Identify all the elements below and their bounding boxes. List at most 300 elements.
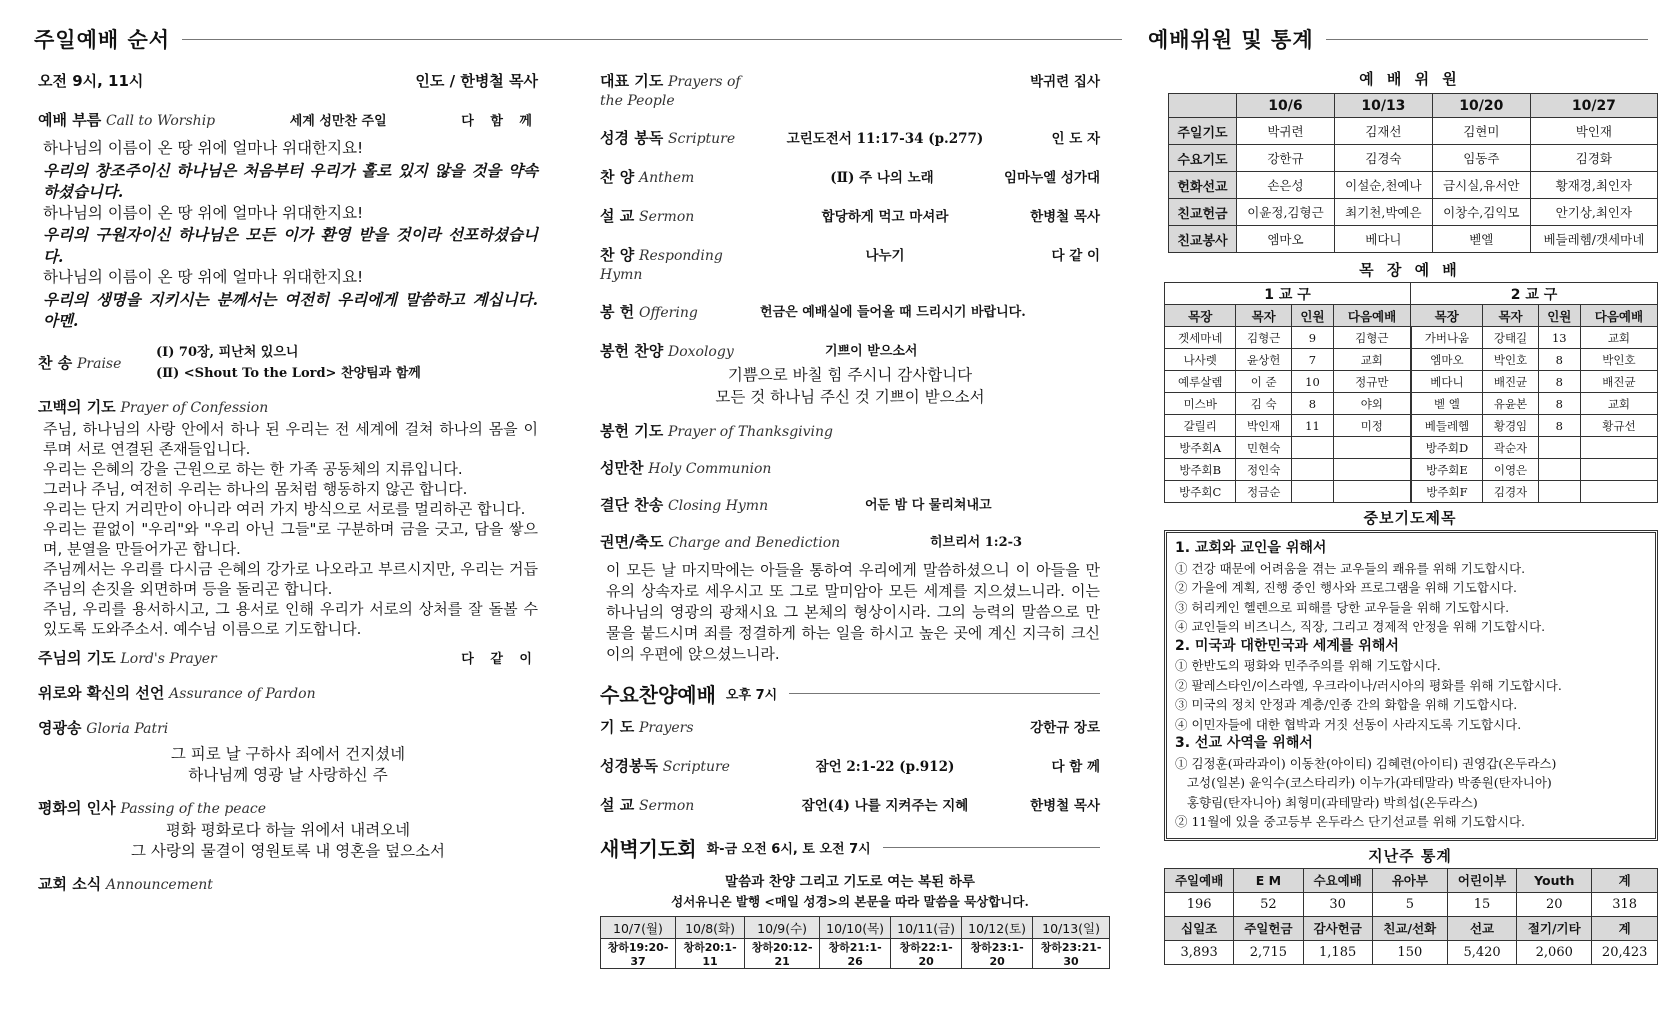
stats-title: 지난주 통계 [1368, 846, 1452, 865]
leader-line: 하나님의 이름이 온 땅 위에 얼마나 위대한지요! [43, 203, 364, 222]
lords-who: 다 같 이 [461, 651, 538, 667]
call-ko: 예배 부름 [38, 111, 102, 129]
thanks-en: Prayer of Thanksgiving [667, 424, 834, 440]
order-item-ko: 대표 기도 [600, 72, 664, 90]
staff-row [1169, 199, 1658, 226]
dawn-l1: 말씀과 찬양 그리고 기도로 여는 복된 하루 [725, 874, 975, 890]
thanks-ko: 봉헌 기도 [600, 422, 664, 440]
doxology-ko: 봉헌 찬양 [600, 342, 664, 360]
order-item-label [600, 70, 760, 109]
order-item-label [600, 205, 760, 226]
cell-value: 베들레헴 [1411, 415, 1483, 437]
order-item-en: Sermon [638, 209, 695, 225]
order-item-who: 다 같 이 [1051, 248, 1100, 264]
cell-value: 8 [1538, 415, 1580, 437]
leader-line: 하나님의 이름이 온 땅 위에 얼마나 위대한지요! [43, 139, 364, 157]
cell-row [1165, 415, 1658, 437]
staff-cell: 김현미 [1432, 118, 1530, 145]
cell-row [1165, 481, 1658, 503]
cell-value: 박인호 [1483, 349, 1538, 371]
staff-header [1148, 24, 1648, 54]
cell-value: 방주회C [1165, 481, 1236, 503]
confession-line: 주님께서는 우리를 다시금 은혜의 강가로 나오라고 부르시지만, 우리는 거듭 주님의 손짓을 외면하며 등을 돌리곤 합니다. [43, 559, 538, 598]
staff-date: 10/6 [1237, 94, 1335, 118]
lords-ko: 주님의 기도 [38, 648, 116, 667]
prayer-section-head: 1. 교회와 교인을 위해서 [1175, 540, 1327, 556]
confession-line: 우리는 은혜의 강을 근원으로 하는 한 가족 공동체의 지류입니다. [43, 459, 463, 478]
charge-mid: 히브리서 1:2-3 [930, 535, 1023, 550]
cell-value: 8 [1291, 393, 1333, 415]
gloria-ko: 영광송 [38, 718, 82, 737]
cell-value: 미정 [1334, 415, 1411, 437]
cell-value: 엠마오 [1411, 349, 1483, 371]
order-item-en: Anthem [638, 170, 695, 186]
dawn-text: 창하19:20-37 [601, 939, 676, 969]
stats-value: 30 [1303, 892, 1372, 916]
stats-head: 주일예배 [1165, 868, 1234, 892]
cell-col-head: 다음예배 [1580, 305, 1657, 327]
staff-cell: 김경숙 [1334, 145, 1432, 172]
cell-value: 13 [1538, 327, 1580, 349]
stats-value: 5,420 [1447, 940, 1516, 964]
pardon [38, 682, 538, 703]
prayer-section-head: 2. 미국과 대한민국과 세계를 위해서 [1175, 637, 1399, 654]
left-column [38, 62, 538, 894]
peace-l2: 그 사랑의 물결이 영원토록 내 영혼을 덮으소서 [130, 842, 446, 860]
right-column [1160, 68, 1660, 965]
prayer-line: ③ 미국의 정치 안정과 계층/인종 간의 화합을 위해 기도합시다. [1175, 697, 1518, 712]
dawn-table [600, 916, 1110, 969]
cell-value [1580, 481, 1657, 503]
staff-cell: 베다니 [1334, 226, 1432, 253]
cell-value [1291, 481, 1333, 503]
order-item [600, 205, 1100, 226]
stats-head: 수요예배 [1303, 868, 1372, 892]
cell-value: 8 [1538, 349, 1580, 371]
stats-head-row [1165, 916, 1658, 940]
cell-col-head: 목장 [1411, 305, 1483, 327]
middle-column [600, 62, 1100, 969]
charge-ko: 권면/축도 [600, 533, 664, 551]
dawn-day: 10/7(월) [601, 917, 676, 939]
closing-ko: 결단 찬송 [600, 496, 664, 514]
cell-value: 갈릴리 [1165, 415, 1236, 437]
cell-value: 방주회B [1165, 459, 1236, 481]
dawn-text: 창하21:1-26 [820, 939, 891, 969]
staff-cell: 김경화 [1530, 145, 1657, 172]
staff-cell: 이윤정,김형근 [1237, 199, 1335, 226]
staff-cell: 이창수,김익모 [1432, 199, 1530, 226]
order-item-en: Scripture [667, 131, 736, 147]
stats-table [1164, 868, 1658, 965]
call-who: 다 함 께 [461, 114, 538, 129]
order-item-en: Prayers [638, 720, 694, 736]
prayer-line: ② 팔레스타인/이스라엘, 우크라이나/러시아의 평화를 위해 기도합시다. [1175, 677, 1562, 693]
call-to-worship [38, 109, 538, 130]
cell-value: 7 [1291, 349, 1333, 371]
thanksgiving [600, 420, 1100, 441]
confession-ko: 고백의 기도 [38, 397, 116, 416]
cell-row [1165, 393, 1658, 415]
news-ko: 교회 소식 [38, 874, 102, 893]
order-item-label [600, 716, 760, 737]
order-item-ko: 찬 양 [600, 246, 635, 264]
staff-head-row [1169, 94, 1658, 118]
call-text [38, 138, 538, 332]
cell-row [1165, 371, 1658, 393]
cell-col-head: 인원 [1538, 305, 1580, 327]
stats-value: 196 [1165, 892, 1234, 916]
stats-value: 5 [1372, 892, 1447, 916]
cell-value [1291, 459, 1333, 481]
cell-value: 방주회E [1411, 459, 1483, 481]
dawn-day: 10/12(토) [962, 917, 1033, 939]
cell-col-head: 목장 [1165, 305, 1236, 327]
confession-line: 주님, 우리를 용서하시고, 그 용서로 인해 우리가 서로의 상처를 잘 돌볼 수 있도록 도와주소서. 예수님 이름으로 기도합니다. [43, 599, 538, 638]
order-item-ko: 설 교 [600, 207, 635, 225]
stats-head: 주일헌금 [1234, 916, 1303, 940]
order-item-who: 임마누엘 성가대 [1004, 170, 1100, 186]
lords-prayer [38, 647, 538, 668]
dawn-day: 10/9(수) [745, 917, 820, 939]
order-item [600, 244, 1100, 283]
staff-date: 10/20 [1432, 94, 1530, 118]
cell-value: 방주회D [1411, 437, 1483, 459]
confession-en: Prayer of Confession [120, 399, 269, 416]
service-time: 오전 9시, 11시 [38, 72, 144, 90]
peace-ko: 평화의 인사 [38, 798, 116, 817]
order-item-who: 강한규 장로 [1030, 720, 1100, 736]
prayer-box [1164, 530, 1658, 841]
offering-en: Offering [638, 305, 698, 321]
cell-value [1580, 437, 1657, 459]
order-item-en: Responding Hymn [600, 248, 723, 283]
stats-head: 선교 [1447, 916, 1516, 940]
cell-value: 강태길 [1483, 327, 1538, 349]
staff-cell: 베들레헴/갯세마네 [1530, 226, 1657, 253]
peace [38, 797, 538, 818]
cell-value: 황규선 [1580, 415, 1657, 437]
cell-value: 방주회F [1411, 481, 1483, 503]
prayer-title: 중보기도제목 [1363, 509, 1457, 527]
cell-value: 야외 [1334, 393, 1411, 415]
response-line: 우리의 생명을 지키시는 분께서는 여전히 우리에게 말씀하고 계십니다. 아멘. [43, 289, 538, 330]
dawn-text: 창하23:21-30 [1033, 939, 1110, 969]
cell-value: 김경자 [1483, 481, 1538, 503]
cell-group-row [1165, 283, 1658, 305]
praise-en: Praise [76, 355, 122, 372]
cell-col-head: 목자 [1236, 305, 1291, 327]
cell-value: 박인재 [1236, 415, 1291, 437]
order-item-who: 인 도 자 [1051, 131, 1100, 147]
cell-row [1165, 327, 1658, 349]
stats-head: 어린이부 [1447, 868, 1516, 892]
stats-value-row [1165, 892, 1658, 916]
staff-cell: 황재경,최인자 [1530, 172, 1657, 199]
order-item-who: 한병철 목사 [1030, 209, 1100, 225]
staff-row [1169, 226, 1658, 253]
order-item-who: 다 함 께 [1051, 759, 1100, 775]
stats-value: 150 [1372, 940, 1447, 964]
call-en: Call to Worship [105, 113, 216, 129]
praise-l2: (Ⅱ) <Shout To the Lord> 찬양팀과 함께 [156, 365, 421, 381]
cell-value: 정금순 [1236, 481, 1291, 503]
order-item-label [600, 794, 760, 815]
cell-value: 교회 [1580, 393, 1657, 415]
stats-value: 20,423 [1592, 940, 1658, 964]
offering [600, 301, 1100, 322]
dawn-l2: 성서유니온 발행 <매일 성경>의 본문을 따라 말씀을 묵상합니다. [671, 894, 1029, 909]
cell-value [1334, 459, 1411, 481]
dawn-title: 새벽기도회 [600, 837, 697, 861]
prayer-line: ① 건강 때문에 어려움을 겪는 교우들의 쾌유를 위해 기도합시다. [1175, 560, 1526, 576]
doxology-l2: 모든 것 하나님 주신 것 기쁘이 받으소서 [715, 387, 985, 406]
stats-head: 유아부 [1372, 868, 1447, 892]
staff-cell: 금시실,유서안 [1432, 172, 1530, 199]
dawn-text: 창하22:1-20 [891, 939, 962, 969]
staff-cell: 박귀련 [1237, 118, 1335, 145]
order-item-mid: 잠언 2:1-22 (p.912) [815, 759, 955, 775]
cell-value: 8 [1538, 393, 1580, 415]
cell-value: 벧 엘 [1411, 393, 1483, 415]
order-item-ko: 설 교 [600, 796, 635, 814]
order-item-ko: 찬 양 [600, 168, 635, 186]
cell-value: 정인숙 [1236, 459, 1291, 481]
gloria-en: Gloria Patri [86, 720, 169, 737]
staff-cell: 안기상,최인자 [1530, 199, 1657, 226]
dawn-day: 10/13(일) [1033, 917, 1110, 939]
confession-line: 우리는 단지 거리만이 아니라 여러 가지 방식으로 서로를 멀리하곤 합니다. [43, 499, 526, 518]
cell-value: 교회 [1334, 349, 1411, 371]
charge-en: Charge and Benediction [668, 535, 841, 551]
stats-head: Youth [1517, 868, 1592, 892]
staff-cell: 이설순,천예나 [1334, 172, 1432, 199]
staff-table [1168, 93, 1658, 253]
confession-line: 우리는 끝없이 "우리"와 "우리 아닌 그들"로 구분하며 금을 긋고, 담을 쌓으며, 분열을 만들어가곤 합니다. [43, 519, 538, 558]
cell-value: 9 [1291, 327, 1333, 349]
dawn-days-row [601, 917, 1110, 939]
cell-value: 김 숙 [1236, 393, 1291, 415]
staff-role: 주일기도 [1169, 118, 1237, 145]
cell-value: 윤상헌 [1236, 349, 1291, 371]
order-item-mid: 고린도전서 11:17-34 (p.277) [786, 131, 984, 147]
cell-col-head: 목자 [1483, 305, 1538, 327]
stats-value: 20 [1517, 892, 1592, 916]
staff-row [1169, 145, 1658, 172]
prayer-line: ① 한반도의 평화와 민주주의를 위해 기도합시다. [1175, 658, 1441, 673]
staff-corner [1169, 94, 1237, 118]
cell-value [1538, 437, 1580, 459]
announcement [38, 873, 538, 894]
middle-items [600, 70, 1100, 283]
stats-value: 2,715 [1234, 940, 1303, 964]
cell-value [1291, 437, 1333, 459]
cell-value: 베다니 [1411, 371, 1483, 393]
cell-col-head: 다음예배 [1334, 305, 1411, 327]
order-item-mid: 나누기 [865, 248, 905, 264]
stats-value: 2,060 [1517, 940, 1592, 964]
staff-cell: 엠마오 [1237, 226, 1335, 253]
order-item [600, 755, 1100, 776]
dawn-day: 10/11(금) [891, 917, 962, 939]
cell-value [1580, 459, 1657, 481]
stats-head: 절기/기타 [1517, 916, 1592, 940]
staff-role: 헌화선교 [1169, 172, 1237, 199]
order-item-mid: (Ⅱ) 주 나의 노래 [830, 170, 934, 186]
cell-value: 8 [1538, 371, 1580, 393]
order-item [600, 716, 1100, 737]
stats-head: 계 [1592, 916, 1658, 940]
confession-text [38, 419, 538, 639]
staff-cell: 박인재 [1530, 118, 1657, 145]
prayer-section-head: 3. 선교 사역을 위해서 [1175, 735, 1313, 751]
order-item-label [600, 127, 760, 148]
stats-value: 15 [1447, 892, 1516, 916]
service-leader: 인도 / 한병철 목사 [415, 72, 538, 90]
order-item-en: Sermon [638, 798, 695, 814]
dawn-text: 창하23:1-20 [962, 939, 1033, 969]
order-item-ko: 성경봉독 [600, 757, 658, 775]
staff-date: 10/13 [1334, 94, 1432, 118]
praise-l1: (Ⅰ) 70장, 피난처 있으니 [156, 344, 299, 360]
cell-value [1538, 481, 1580, 503]
cell-value: 김형근 [1334, 327, 1411, 349]
cell-value: 황경임 [1483, 415, 1538, 437]
response-line: 우리의 구원자이신 하나님은 모든 이가 환영 받을 것이라 선포하셨습니다. [43, 225, 538, 266]
cell-group-1: 1 교 구 [1165, 283, 1411, 305]
cell-row [1165, 437, 1658, 459]
cell-value [1334, 437, 1411, 459]
cell-value: 곽순자 [1483, 437, 1538, 459]
communion-en: Holy Communion [648, 461, 772, 477]
staff-row [1169, 172, 1658, 199]
cell-table [1164, 282, 1658, 503]
order-item-en: Prayers of the People [600, 74, 741, 109]
offering-mid: 헌금은 예배실에 들어올 때 드리시기 바랍니다. [760, 305, 1026, 320]
dawn-text: 창하20:1-11 [675, 939, 744, 969]
order-item-ko: 기 도 [600, 718, 635, 736]
news-en: Announcement [105, 876, 213, 893]
peace-en: Passing of the peace [120, 800, 267, 817]
closing-hymn [600, 494, 1100, 515]
order-item-mid: 잠언(4) 나를 지켜주는 지혜 [801, 798, 969, 814]
staff-role: 친교헌금 [1169, 199, 1237, 226]
pardon-en: Assurance of Pardon [169, 685, 316, 702]
prayer-line: ② 11월에 있을 중고등부 온두라스 단기선교를 위해 기도합시다. [1175, 814, 1525, 829]
cell-value: 미스바 [1165, 393, 1236, 415]
cell-value: 배진균 [1483, 371, 1538, 393]
charge-text: 이 모든 날 마지막에는 아들을 통하여 우리에게 말씀하셨으니 이 아들을 만유의 상속자로 세우시고 또 그로 말미암아 모든 세계를 지으셨느니라. 이는 하나님의 영광의 광채시요 그 본체의 형상이시라. 그의 능력의 말씀으로 만물을 붙드시며 죄를 정결하게 하는 일을 하시고 높은 곳에 계신 지극히 크신 이의 우편에 앉으셨느니라. [606, 561, 1100, 663]
staff-table-title: 예 배 위 원 [1359, 70, 1461, 88]
cell-value: 방주회A [1165, 437, 1236, 459]
communion [600, 457, 1100, 478]
dawn-text: 창하20:12-21 [745, 939, 820, 969]
cell-value: 교회 [1580, 327, 1657, 349]
stats-head: 십일조 [1165, 916, 1234, 940]
gloria [38, 717, 538, 738]
closing-mid: 어둔 밤 다 물리쳐내고 [865, 498, 992, 513]
peace-l1: 평화 평화로다 하늘 위에서 내려오네 [165, 820, 411, 839]
dawn-texts-row [601, 939, 1110, 969]
cell-value: 유윤본 [1483, 393, 1538, 415]
cell-value: 가버나움 [1411, 327, 1483, 349]
gloria-l1: 그 피로 날 구하사 죄에서 건지셨네 [170, 744, 406, 763]
cell-value: 11 [1291, 415, 1333, 437]
stats-head: 감사헌금 [1303, 916, 1372, 940]
cell-group-2: 2 교 구 [1411, 283, 1658, 305]
confession-line: 주님, 하나님의 사랑 안에서 하나 된 우리는 전 세계에 걸쳐 하나의 몸을 이루며 서로 연결된 존재들입니다. [43, 419, 538, 458]
doxology-l1: 기쁨으로 바칠 힘 주시니 감사합니다 [727, 366, 973, 384]
prayer-line: 홍향림(탄자니아) 최형미(과테말라) 박희섭(온두라스) [1175, 794, 1478, 810]
stats-head: 계 [1592, 868, 1658, 892]
dawn-time: 화-금 오전 6시, 토 오전 7시 [706, 842, 871, 857]
prayer-line: ③ 허리케인 헬렌으로 피해를 당한 교우들을 위해 기도합시다. [1175, 599, 1510, 615]
cell-value: 정규만 [1334, 371, 1411, 393]
cell-row [1165, 349, 1658, 371]
cell-table-title: 목 장 예 배 [1359, 261, 1461, 279]
pardon-ko: 위로와 확신의 선언 [38, 683, 165, 702]
order-item-label [600, 166, 760, 187]
confession-line: 그러나 주님, 여전히 우리는 하나의 몸처럼 행동하지 않곤 합니다. [43, 479, 468, 498]
staff-date: 10/27 [1530, 94, 1657, 118]
praise [38, 342, 538, 384]
staff-role: 친교봉사 [1169, 226, 1237, 253]
cell-value: 나사렛 [1165, 349, 1236, 371]
closing-en: Closing Hymn [667, 498, 769, 514]
stats-head: 친교/선화 [1372, 916, 1447, 940]
lords-en: Lord's Prayer [120, 650, 217, 667]
cell-row [1165, 459, 1658, 481]
staff-cell: 강한규 [1237, 145, 1335, 172]
doxology-mid: 기쁘이 받으소서 [825, 344, 918, 359]
stats-value: 318 [1592, 892, 1658, 916]
cell-value: 박인호 [1580, 349, 1657, 371]
staff-cell: 손은성 [1237, 172, 1335, 199]
staff-title: 예배위원 및 통계 [1148, 28, 1314, 52]
order-item-who: 한병철 목사 [1030, 798, 1100, 814]
order-item [600, 794, 1100, 815]
stats-head: E M [1234, 868, 1303, 892]
wed-items [600, 716, 1100, 815]
prayer-line: ① 김정훈(파라과이) 이동찬(아이티) 김혜련(아이티) 권영갑(온두라스) [1175, 755, 1557, 771]
stats-value: 52 [1234, 892, 1303, 916]
cell-value [1334, 481, 1411, 503]
order-item [600, 127, 1100, 148]
order-item-label [600, 755, 760, 776]
cell-value: 민현숙 [1236, 437, 1291, 459]
stats-value: 3,893 [1165, 940, 1234, 964]
cell-head-row [1165, 305, 1658, 327]
stats-value-row [1165, 940, 1658, 964]
order-item [600, 70, 1100, 109]
order-rule [182, 39, 1122, 40]
confession [38, 396, 538, 417]
order-item-ko: 성경 봉독 [600, 129, 664, 147]
communion-ko: 성만찬 [600, 459, 644, 477]
prayer-line: ② 가을에 계획, 진행 중인 행사와 프로그램을 위해 기도합시다. [1175, 580, 1518, 595]
offering-ko: 봉 헌 [600, 303, 635, 321]
cell-value [1538, 459, 1580, 481]
staff-cell: 임동주 [1432, 145, 1530, 172]
cell-value: 10 [1291, 371, 1333, 393]
stats-head-row [1165, 868, 1658, 892]
doxology [600, 340, 1100, 361]
wednesday-header [600, 679, 1100, 708]
gloria-l2: 하나님께 영광 날 사랑하신 주 [188, 766, 388, 784]
wed-time: 오후 7시 [725, 688, 778, 703]
call-mid: 세계 성만찬 주일 [289, 114, 387, 129]
cell-value: 예루살렘 [1165, 371, 1236, 393]
